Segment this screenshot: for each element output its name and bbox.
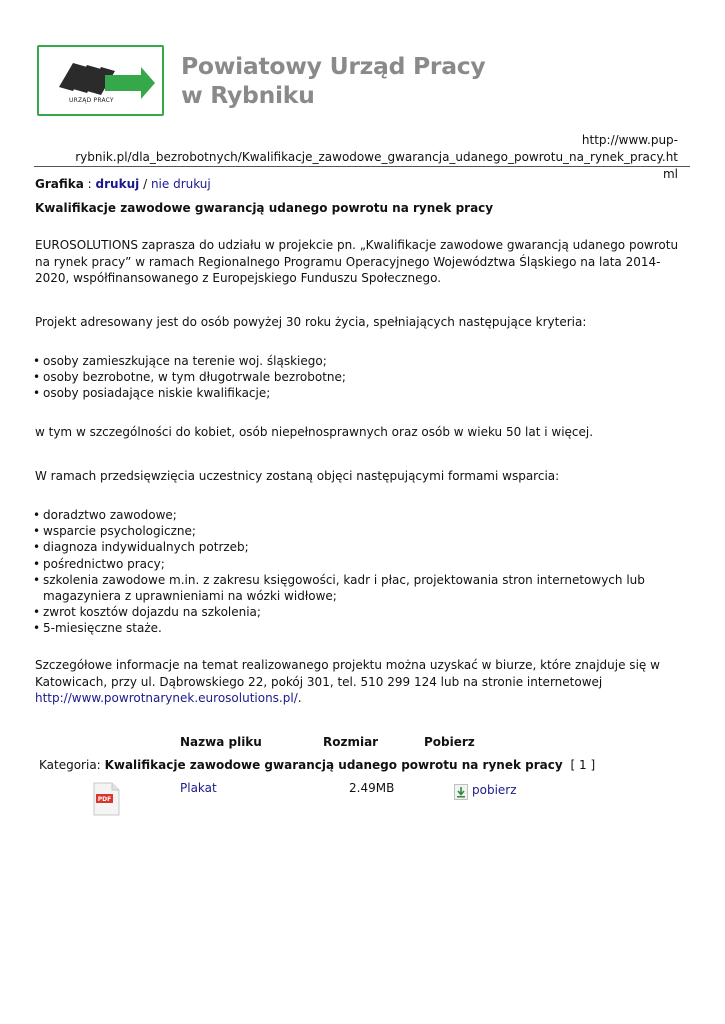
brand-title [181, 52, 485, 110]
no-print-link[interactable]: nie drukuj [150, 177, 211, 191]
column-header-name: Nazwa pliku [180, 735, 262, 749]
header-divider [34, 166, 690, 167]
category-count: [ 1 ] [570, 758, 596, 772]
list-item: • osoby bezrobotne, w tym długotrwale bezrobotne; [33, 369, 683, 385]
contact-text: Szczegółowe informacje na temat realizowanego projektu można uzyskać w biurze, które znajduje się w Katowicach, przy ul. Dąbrowskiego 22, pokój 301, tel. 510 299 124 lub na stronie internetowej [35, 658, 660, 689]
list-item: • doradztwo zawodowe; [33, 507, 683, 523]
brand-line-2: w Rybniku [181, 81, 315, 109]
category-name: Kwalifikacje zawodowe gwarancją udanego powrotu na rynek pracy [104, 758, 563, 772]
svg-text:PDF: PDF [97, 796, 112, 803]
page-url-line-2: ml [662, 167, 678, 181]
article-title: Kwalifikacje zawodowe gwarancją udanego powrotu na rynek pracy [35, 201, 494, 215]
list-item: • osoby posiadające niskie kwalifikacje; [33, 385, 683, 401]
criteria-list [33, 353, 683, 402]
list-item: • szkolenia zawodowe m.in. z zakresu księgowości, kadr i płac, projektowania stron internetowych lub magazyniera z uprawnieniami na wózki widłowe; [33, 572, 683, 604]
page-url-line-1: http://www.pup-rybnik.pl/dla_bezrobotnych/Kwalifikacje_zawodowe_gwarancja_udanego_powrotu_na_rynek_pracy.ht [75, 133, 678, 164]
file-size: 2.49MB [349, 781, 395, 795]
logo-caption: URZĄD PRACY [69, 97, 114, 104]
logo[interactable] [37, 45, 164, 116]
download-link[interactable]: pobierz [472, 783, 517, 797]
category-label: Kategoria: [39, 758, 101, 772]
print-options-separator: : [87, 177, 92, 191]
list-item: • zwrot kosztów dojazdu na szkolenia; [33, 604, 683, 620]
file-category [39, 757, 595, 774]
contact-paragraph [35, 657, 683, 707]
contact-end: . [297, 691, 302, 705]
support-intro: W ramach przedsięwzięcia uczestnicy zostaną objęci następującymi formami wsparcia: [35, 469, 560, 483]
intro-paragraph: EUROSOLUTIONS zaprasza do udziału w projekcie pn. „Kwalifikacje zawodowe gwarancją udanego powrotu na rynek pracy” w ramach Regionalnego Programu Operacyjnego Województwa Śląskiego na lata 2014-2020, współfinansowanego z Europejskiego Funduszu Społecznego. [35, 238, 679, 285]
list-item: • 5-miesięczne staże. [33, 620, 683, 636]
file-name-link[interactable]: Plakat [180, 781, 217, 795]
print-options-label: Grafika [35, 177, 84, 191]
priority-paragraph: w tym w szczególności do kobiet, osób niepełnosprawnych oraz osób w wieku 50 lat i więcej. [35, 425, 594, 439]
column-header-download: Pobierz [424, 735, 475, 749]
project-website-link[interactable]: http://www.powrotnarynek.eurosolutions.pl/ [35, 691, 298, 705]
logo-graphic [39, 47, 166, 118]
print-options [35, 176, 211, 193]
brand-line-1: Powiatowy Urząd Pracy [181, 52, 486, 80]
download-icon[interactable] [454, 784, 468, 803]
criteria-intro: Projekt adresowany jest do osób powyżej 30 roku życia, spełniających następujące kryteria: [35, 315, 587, 329]
list-item: • diagnoza indywidualnych potrzeb; [33, 539, 683, 555]
list-item: • pośrednictwo pracy; [33, 556, 683, 572]
column-header-size: Rozmiar [323, 735, 379, 749]
support-list [33, 507, 683, 637]
list-item: • osoby zamieszkujące na terenie woj. śląskiego; [33, 353, 683, 369]
print-link[interactable]: drukuj [95, 177, 140, 191]
list-item: • wsparcie psychologiczne; [33, 523, 683, 539]
print-options-slash: / [143, 177, 148, 191]
pdf-icon[interactable] [92, 782, 120, 819]
